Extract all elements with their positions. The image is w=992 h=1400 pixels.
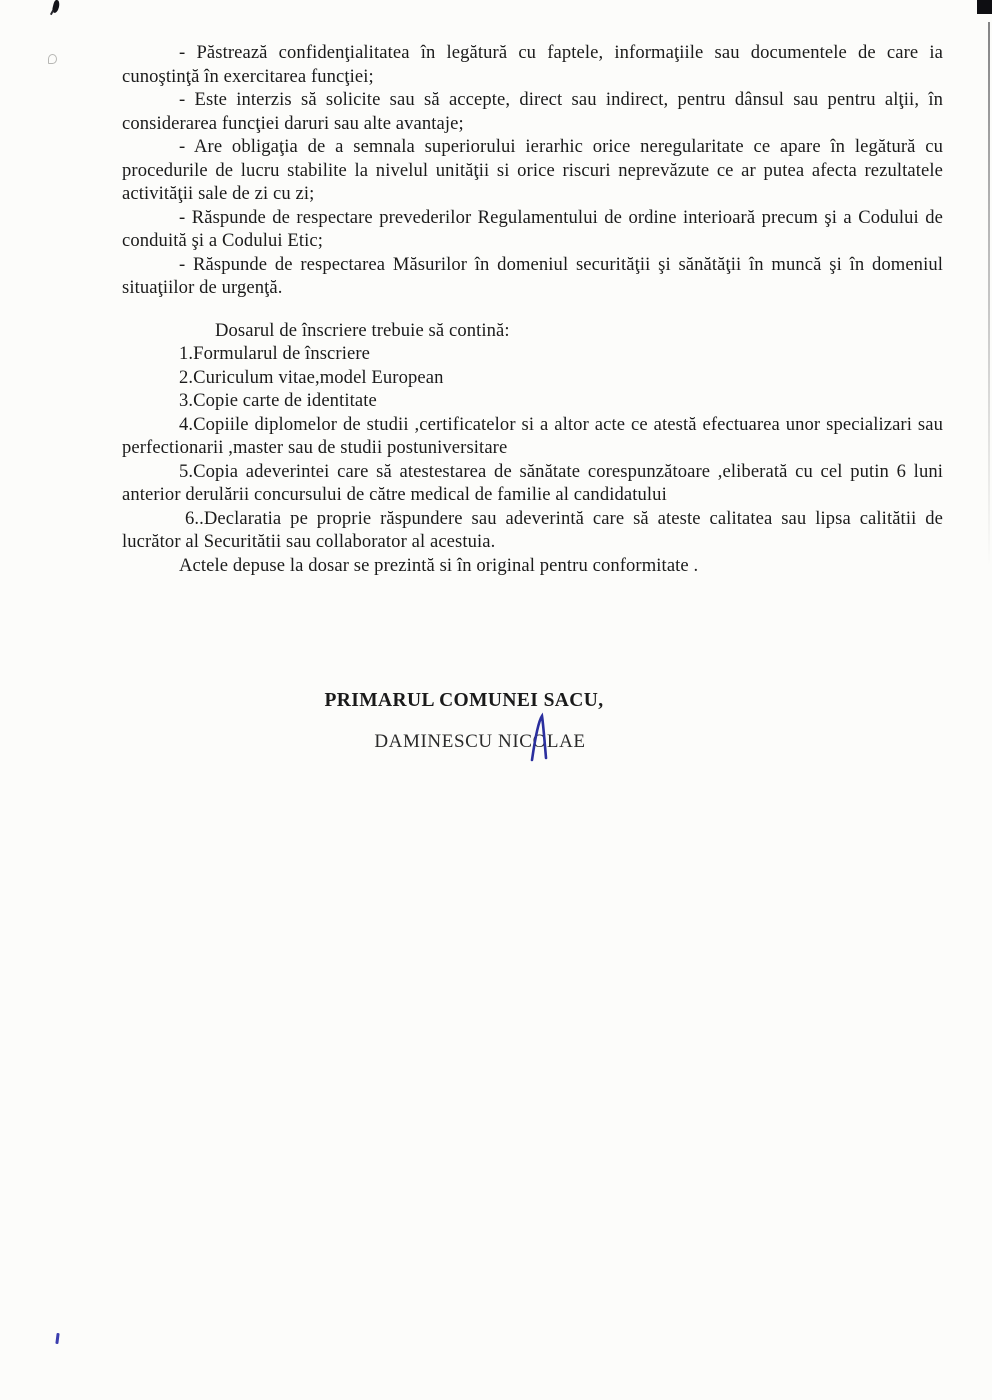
paragraph: - Răspunde de respectarea Măsurilor în domeniul securităţii şi sănătăţii în muncă şi în domeniul situaţiilor de urgenţă. [122,253,943,298]
list-item: 2.Curiculum vitae,model European [179,366,444,388]
document-body [122,41,943,577]
list-item: 6..Declaratia pe proprie răspundere sau adeverintă care să ateste calitatea sau lipsa calitătii de lucrător al Securitătii sau collaborator al acestuia. [122,507,943,552]
scan-artifact-top-right-mark [977,0,992,14]
signature-block [0,690,992,753]
closing-line: Actele depuse la dosar se prezintă si în original pentru conformitate . [179,554,699,576]
scan-artifact-right-edge-line [988,22,990,567]
scan-artifact-blue-ink-tick [55,1333,59,1344]
list-item: 3.Copie carte de identitate [179,390,377,411]
list-item: 1.Formularul de înscriere [179,343,370,364]
paragraph: - Păstrează confidenţialitatea în legătură cu faptele, informaţiile sau documentele de care ia cunoştinţă în exercitarea funcţiei; [122,42,943,87]
list-item: 4.Copiile diplomelor de studii ,certificatelor si a altor acte ce atestă efectuarea unor specializari sau perfectionarii ,master sau de studii postuniversitare [122,413,943,458]
list-item: 5.Copia adeverintei care să atestestarea de sănătate corespunzătoare ,eliberată cu cel putin 6 luni anterior derulării concursului de către medical de familie al candidatului [122,460,943,505]
scan-artifact-small-smudge [48,54,57,64]
paragraph: - Are obligaţia de a semnala superiorului ierarhic orice neregularitate ce apare în legătură cu procedurile de lucru stabilite la nivelul unităţii si orice riscuri neprevăzute ce ar putea afecta rezultatele activităţii sale de zi cu zi; [122,136,943,204]
section-heading: Dosarul de înscriere trebuie să contină: [215,319,510,341]
paragraph: - Răspunde de respectare prevederilor Regulamentului de ordine interioară precum şi a Codului de conduită şi a Codului Etic; [122,206,943,251]
paragraph: - Este interzis să solicite sau să accepte, direct sau indirect, pentru dânsul sau pentru alţii, în considerarea funcţiei daruri sau alte avantaje; [122,89,943,134]
signature-name: DAMINESCU NICOLAE [374,731,586,752]
signature-title: PRIMARUL COMUNEI SACU, [324,690,604,711]
